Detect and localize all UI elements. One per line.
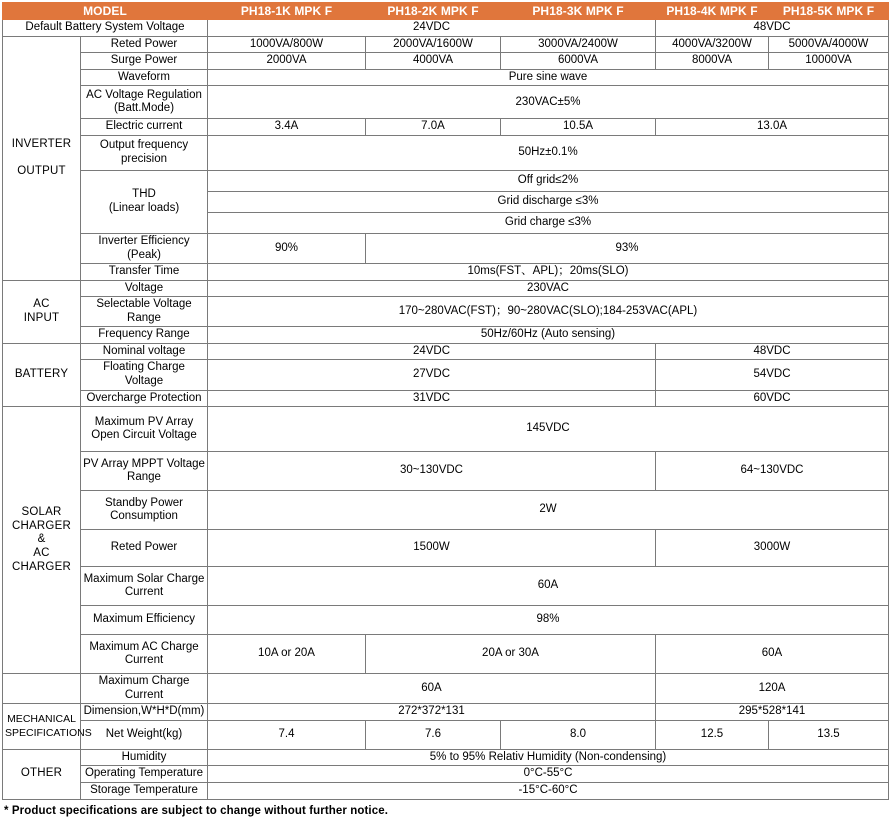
storage-temperature-value: -15°C-60°C (208, 782, 889, 799)
table-row (3, 343, 889, 360)
label-line1: Output frequency (99, 139, 189, 152)
section-label-line4: AC (33, 546, 50, 559)
default-battery-value-high: 48VDC (656, 20, 889, 37)
solar-rated-power-high: 3000W (656, 530, 889, 567)
ac-voltage-regulation-value: 230VAC±5% (208, 86, 889, 119)
electric-current-3: 10.5A (501, 119, 656, 136)
section-label-line1: SOLAR (21, 506, 62, 519)
table-row (3, 606, 889, 635)
rated-power-1: 1000VA/800W (208, 36, 366, 53)
section-label-line1: MECHANICAL (7, 712, 76, 725)
section-label-line3: & (37, 533, 46, 546)
table-row (3, 135, 889, 170)
default-battery-value-low: 24VDC (208, 20, 656, 37)
row-label-net-weight: Net Weight(kg) (81, 720, 208, 749)
header-model-3: PH18-3K MPK F (501, 3, 656, 20)
output-frequency-value: 50Hz±0.1% (208, 135, 889, 170)
table-row (3, 674, 889, 704)
waveform-value: Pure sine wave (208, 69, 889, 86)
rated-power-2: 2000VA/1600W (366, 36, 501, 53)
table-row (3, 452, 889, 491)
surge-power-3: 6000VA (501, 53, 656, 70)
table-row (3, 390, 889, 407)
table-row (3, 704, 889, 721)
row-label-nominal-voltage: Nominal voltage (81, 343, 208, 360)
row-label-max-charge-current: Maximum Charge Current (81, 674, 208, 704)
header-model-4: PH18-4K MPK F (656, 3, 769, 20)
row-label-storage-temperature: Storage Temperature (81, 782, 208, 799)
inverter-efficiency-1: 90% (208, 233, 366, 263)
header-model-1: PH18-1K MPK F (208, 3, 366, 20)
table-row (3, 635, 889, 674)
solar-rated-power-low: 1500W (208, 530, 656, 567)
row-label-waveform: Waveform (81, 69, 208, 86)
label-line1: Maximum AC Charge (89, 640, 199, 653)
label-line2: precision (120, 152, 168, 165)
section-ac-input (3, 280, 81, 343)
transfer-time-value: 10ms(FST、APL)；20ms(SLO) (208, 264, 889, 281)
net-weight-3: 8.0 (501, 720, 656, 749)
row-label-humidity: Humidity (81, 749, 208, 766)
row-label-standby-power (81, 491, 208, 530)
table-row (3, 720, 889, 749)
rated-power-3: 3000VA/2400W (501, 36, 656, 53)
table-row (3, 69, 889, 86)
table-row (3, 327, 889, 344)
thd-grid-discharge: Grid discharge ≤3% (208, 191, 889, 212)
footnote: * Product specifications are subject to change without further notice. (4, 804, 389, 817)
row-label-floating-charge-voltage: Floating Charge Voltage (81, 360, 208, 390)
max-ac-charge-current-1: 10A or 20A (208, 635, 366, 674)
label-line2: Current (124, 654, 164, 667)
floating-charge-high: 54VDC (656, 360, 889, 390)
thd-off-grid: Off grid≤2% (208, 170, 889, 191)
table-row (3, 280, 889, 297)
max-solar-charge-current-value: 60A (208, 567, 889, 606)
label-line2: (Batt.Mode) (113, 102, 175, 115)
spec-sheet (0, 2, 890, 817)
table-row (3, 119, 889, 136)
max-pv-open-circuit-value: 145VDC (208, 407, 889, 452)
surge-power-4: 8000VA (656, 53, 769, 70)
row-label-max-efficiency: Maximum Efficiency (81, 606, 208, 635)
label-line1: Maximum PV Array (94, 415, 194, 428)
section-solar-spacer (3, 674, 81, 704)
label-line1: AC Voltage Regulation (86, 88, 202, 101)
label-line1: THD (132, 188, 156, 201)
nominal-voltage-high: 48VDC (656, 343, 889, 360)
floating-charge-low: 27VDC (208, 360, 656, 390)
default-battery-label: Default Battery System Voltage (3, 20, 208, 37)
row-label-inverter-efficiency: Inverter Efficiency (Peak) (81, 233, 208, 263)
rated-power-5: 5000VA/4000W (769, 36, 889, 53)
section-battery: BATTERY (3, 343, 81, 406)
row-label-selectable-voltage-range: Selectable Voltage Range (81, 297, 208, 327)
section-label-line2: CHARGER (12, 519, 71, 532)
humidity-value: 5% to 95% Relativ Humidity (Non-condensing) (208, 749, 889, 766)
thd-grid-charge: Grid charge ≤3% (208, 212, 889, 233)
nominal-voltage-low: 24VDC (208, 343, 656, 360)
label-line2: Consumption (110, 510, 178, 523)
label-line1: Maximum Solar Charge (83, 572, 205, 585)
label-line2: Open Circuit Voltage (91, 429, 197, 442)
frequency-range-value: 50Hz/60Hz (Auto sensing) (208, 327, 889, 344)
table-row (3, 36, 889, 53)
row-label-max-ac-charge-current (81, 635, 208, 674)
table-row (3, 20, 889, 37)
section-solar-ac-charger (3, 407, 81, 674)
electric-current-2: 7.0A (366, 119, 501, 136)
max-efficiency-value: 98% (208, 606, 889, 635)
label-line2: Range (127, 471, 161, 484)
selectable-voltage-range-value: 170~280VAC(FST)；90~280VAC(SLO);184-253VAC(APL) (208, 297, 889, 327)
section-inverter-output (3, 36, 81, 280)
surge-power-2: 4000VA (366, 53, 501, 70)
table-row (3, 360, 889, 390)
table-row (3, 766, 889, 783)
row-label-overcharge-protection: Overcharge Protection (81, 390, 208, 407)
section-label-line5: CHARGER (12, 560, 71, 573)
row-label-thd (81, 170, 208, 233)
table-row (3, 53, 889, 70)
row-label-pv-mppt-range (81, 452, 208, 491)
section-label-line2: SPECIFICATIONS (5, 726, 92, 739)
table-row (3, 407, 889, 452)
row-label-ac-voltage-regulation (81, 86, 208, 119)
row-label-output-frequency (81, 135, 208, 170)
rated-power-4: 4000VA/3200W (656, 36, 769, 53)
section-label-line1: INVERTER (11, 137, 72, 150)
pv-mppt-low: 30~130VDC (208, 452, 656, 491)
net-weight-1: 7.4 (208, 720, 366, 749)
header-model-2: PH18-2K MPK F (366, 3, 501, 20)
header-model-label: MODEL (3, 3, 208, 20)
table-row (3, 530, 889, 567)
table-row (3, 782, 889, 799)
standby-power-value: 2W (208, 491, 889, 530)
row-label-dimension: Dimension,W*H*D(mm) (81, 704, 208, 721)
header-model-5: PH18-5K MPK F (769, 3, 889, 20)
net-weight-4: 12.5 (656, 720, 769, 749)
max-ac-charge-current-23: 20A or 30A (366, 635, 656, 674)
table-row (3, 297, 889, 327)
row-label-transfer-time: Transfer Time (81, 264, 208, 281)
row-label-operating-temperature: Operating Temperature (81, 766, 208, 783)
max-ac-charge-current-45: 60A (656, 635, 889, 674)
row-label-solar-rated-power: Reted Power (81, 530, 208, 567)
row-label-electric-current: Electric current (81, 119, 208, 136)
pv-mppt-high: 64~130VDC (656, 452, 889, 491)
table-row (3, 233, 889, 263)
overcharge-low: 31VDC (208, 390, 656, 407)
row-label-max-pv-open-circuit (81, 407, 208, 452)
net-weight-2: 7.6 (366, 720, 501, 749)
net-weight-5: 13.5 (769, 720, 889, 749)
row-label-surge-power: Surge Power (81, 53, 208, 70)
table-row (3, 170, 889, 191)
label-line1: PV Array MPPT Voltage (83, 457, 205, 470)
label-line2: (Linear loads) (108, 201, 180, 214)
section-other: OTHER (3, 749, 81, 799)
row-label-rated-power: Reted Power (81, 36, 208, 53)
label-line1: Standby Power (105, 496, 183, 509)
electric-current-1: 3.4A (208, 119, 366, 136)
dimension-high: 295*528*141 (656, 704, 889, 721)
operating-temperature-value: 0°C-55°C (208, 766, 889, 783)
section-label-line2: OUTPUT (17, 164, 66, 177)
overcharge-high: 60VDC (656, 390, 889, 407)
section-label-line2: INPUT (23, 311, 60, 324)
row-label-ac-voltage: Voltage (81, 280, 208, 297)
row-label-frequency-range: Frequency Range (81, 327, 208, 344)
product-specification-table (2, 2, 889, 800)
table-row (3, 491, 889, 530)
table-row (3, 86, 889, 119)
dimension-low: 272*372*131 (208, 704, 656, 721)
inverter-efficiency-2345: 93% (366, 233, 889, 263)
table-row (3, 749, 889, 766)
electric-current-45: 13.0A (656, 119, 889, 136)
row-label-max-solar-charge-current (81, 567, 208, 606)
surge-power-1: 2000VA (208, 53, 366, 70)
section-label-line1: AC (33, 298, 50, 311)
table-row (3, 567, 889, 606)
ac-voltage-value: 230VAC (208, 280, 889, 297)
surge-power-5: 10000VA (769, 53, 889, 70)
section-mechanical-specifications (3, 704, 92, 750)
max-charge-current-low: 60A (208, 674, 656, 704)
label-line2: Current (124, 586, 164, 599)
max-charge-current-high: 120A (656, 674, 889, 704)
table-row (3, 264, 889, 281)
table-header-row (3, 3, 889, 20)
